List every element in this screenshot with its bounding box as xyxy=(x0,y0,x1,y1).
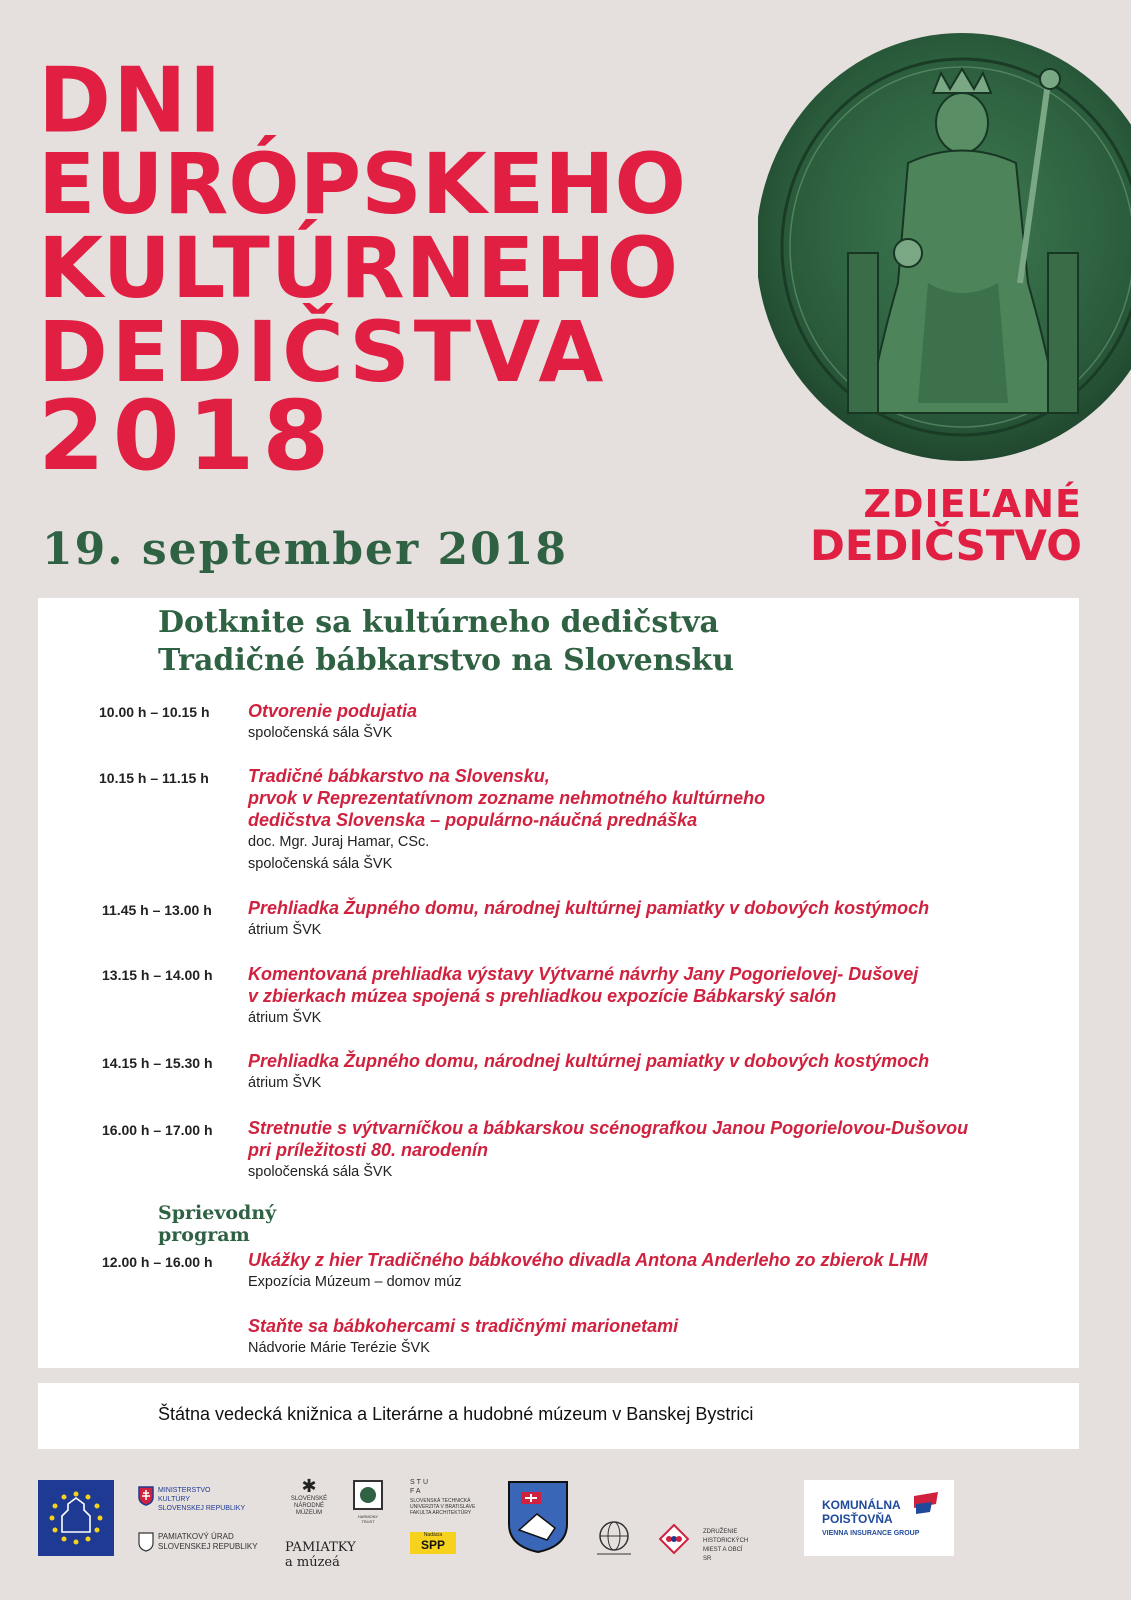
event-location: spoločenská sála ŠVK xyxy=(248,856,393,872)
kom-label-1: KOMUNÁLNA xyxy=(822,1498,901,1512)
schedule-item xyxy=(248,1050,1038,1094)
stu-label: STU xyxy=(410,1479,430,1486)
globe-logo-icon xyxy=(593,1520,635,1558)
program-heading-line-1: Dotknite sa kultúrneho dedičstva xyxy=(158,605,719,640)
flag-icon xyxy=(912,1490,942,1518)
schedule-item xyxy=(248,897,1038,941)
title-year: 2018 xyxy=(38,380,338,492)
event-speaker: doc. Mgr. Juraj Hamar, CSc. xyxy=(248,834,430,850)
monuments-label-2: SLOVENSKEJ REPUBLIKY xyxy=(158,1542,258,1551)
trust-label: HARMONY TRUST xyxy=(357,1514,379,1524)
zdruzenie-label-2: MIEST A OBCÍ SR xyxy=(703,1547,743,1562)
tagline-line-2: DEDIČSTVO xyxy=(809,521,1082,570)
snm-label-3: MÚZEUM xyxy=(295,1510,323,1516)
slovak-coat-of-arms-icon xyxy=(138,1486,154,1506)
stu-desc-3: FAKULTA ARCHITEKTÚRY xyxy=(410,1510,472,1516)
event-time: 14.15 h – 15.30 h xyxy=(102,1055,213,1071)
event-title: Otvorenie podujatia xyxy=(248,701,418,721)
program-heading-line-2: Tradičné bábkarstvo na Slovensku xyxy=(158,643,735,678)
schedule-item xyxy=(248,1117,1038,1183)
event-time: 10.15 h – 11.15 h xyxy=(99,770,209,786)
monuments-board-logo xyxy=(138,1532,278,1552)
event-time: 12.00 h – 16.00 h xyxy=(102,1254,213,1270)
zdruzenie-logo xyxy=(703,1528,748,1564)
schedule-item xyxy=(248,700,1038,744)
side-program-label: Sprievodný program xyxy=(158,1202,277,1246)
zdruzenie-label-1: ZDRUŽENIE HISTORICKÝCH xyxy=(703,1529,749,1544)
trust-logo xyxy=(353,1480,383,1524)
title-line-2: EURÓPSKEHO xyxy=(38,135,686,233)
event-location: spoločenská sála ŠVK xyxy=(248,725,393,741)
schedule-item xyxy=(248,963,1038,1029)
stu-desc-2: UNIVERZITA V BRATISLAVE xyxy=(410,1504,476,1510)
monuments-label-1: PAMIATKOVÝ ÚRAD xyxy=(158,1532,234,1541)
program-heading xyxy=(158,604,734,680)
event-time: 13.15 h – 14.00 h xyxy=(102,967,213,983)
event-title: Komentovaná prehliadka výstavy Výtvarné návrhy Jany Pogorielovej- Dušovej v zbierkach múzea spojená s prehliadkou expozície Bábkarský salón xyxy=(248,964,919,1006)
komunalna-poistovna-logo xyxy=(804,1480,954,1556)
schedule-item xyxy=(248,765,1038,875)
stu-fa-logo xyxy=(410,1478,490,1516)
ministry-label-3: SLOVENSKEJ REPUBLIKY xyxy=(158,1505,246,1512)
event-title: Prehliadka Župného domu, národnej kultúrnej pamiatky v dobových kostýmoch xyxy=(248,1051,930,1071)
eu-heritage-logo xyxy=(38,1480,114,1556)
event-title: Tradičné bábkarstvo na Slovensku, prvok v Reprezentatívnom zozname nehmotného kultúrneho dedičstva Slovenska – populárno-náučná prednáška xyxy=(248,766,766,830)
stu-desc-1: SLOVENSKÁ TECHNICKÁ xyxy=(410,1498,471,1504)
schedule-item xyxy=(248,1315,1038,1359)
kom-label-2: POISŤOVŇA xyxy=(822,1512,893,1526)
zdruzenie-emblem-icon xyxy=(659,1524,689,1554)
event-time: 16.00 h – 17.00 h xyxy=(102,1122,213,1138)
snm-label-2: NÁRODNÉ xyxy=(293,1503,324,1509)
royal-seal-image xyxy=(758,33,1131,461)
title-line-3: KULTÚRNEHO xyxy=(38,219,680,317)
event-location: átrium ŠVK xyxy=(248,922,322,938)
city-coat-of-arms-logo xyxy=(507,1480,569,1554)
event-title: Stretnutie s výtvarníčkou a bábkarskou scénografkou Janou Pogorielovou-Dušovou pri príležitosti 80. narodenín xyxy=(248,1118,969,1160)
event-date: 19. september 2018 xyxy=(42,524,568,575)
event-title xyxy=(38,47,858,492)
fa-label: FA xyxy=(410,1488,423,1495)
ministry-label-1: MINISTERSTVO xyxy=(158,1487,211,1494)
event-title: Staňte sa bábkohercami s tradičnými marionetami xyxy=(248,1316,679,1336)
event-location: Nádvorie Márie Terézie ŠVK xyxy=(248,1340,430,1356)
event-location: átrium ŠVK xyxy=(248,1075,322,1091)
event-title: Prehliadka Župného domu, národnej kultúrnej pamiatky v dobových kostýmoch xyxy=(248,898,930,918)
spp-foundation-logo xyxy=(410,1532,456,1554)
trust-emblem-icon xyxy=(353,1480,383,1510)
ministry-label-2: KULTÚRY xyxy=(158,1496,191,1503)
tagline-line-1: ZDIEĽANÉ xyxy=(863,482,1082,526)
crest-icon xyxy=(138,1532,154,1552)
snm-logo xyxy=(287,1478,331,1517)
snm-label-1: SLOVENSKÉ xyxy=(290,1496,328,1502)
spp-label: SPP xyxy=(420,1538,445,1552)
event-title: Ukážky z hier Tradičného bábkového divadla Antona Anderleho zo zbierok LHM xyxy=(248,1250,928,1270)
ministry-culture-logo xyxy=(138,1486,268,1513)
event-location: Expozícia Múzeum – domov múz xyxy=(248,1274,462,1290)
spp-small-label: Nadácia xyxy=(423,1532,443,1538)
event-time: 11.45 h – 13.00 h xyxy=(102,902,212,918)
kom-label-3: VIENNA INSURANCE GROUP xyxy=(822,1530,920,1537)
event-location: spoločenská sála ŠVK xyxy=(248,1164,393,1180)
pamiatky-muzea-logo: PAMIATKY a múzeá xyxy=(285,1540,356,1570)
title-line-1: DNI xyxy=(38,47,224,153)
snm-star-icon: ✱ xyxy=(301,1476,317,1497)
tagline xyxy=(792,484,1082,568)
schedule-item xyxy=(248,1249,1038,1293)
organizers-text: Štátna vedecká knižnica a Literárne a hudobné múzeum v Banskej Bystrici xyxy=(158,1404,754,1424)
event-time: 10.00 h – 10.15 h xyxy=(99,704,210,720)
event-location: átrium ŠVK xyxy=(248,1010,322,1026)
title-line-4: DEDIČSTVA xyxy=(38,303,608,401)
